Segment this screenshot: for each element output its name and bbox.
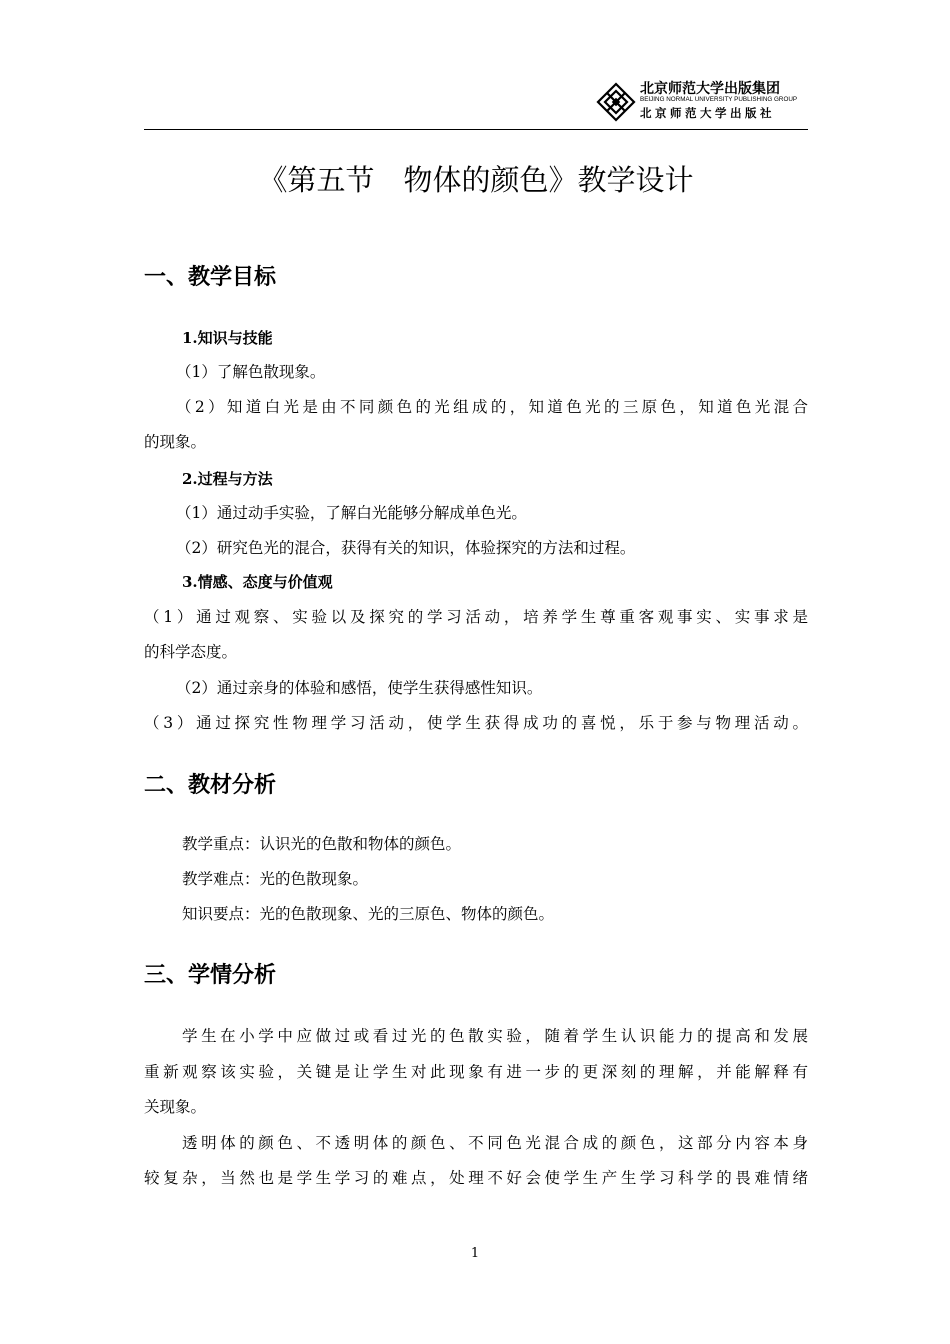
publisher-logo (596, 76, 810, 122)
paragraph-line: （2）研究色光的混合，获得有关的知识，体验探究的方法和过程。 (176, 539, 636, 557)
section-heading-students: 三、学情分析 (144, 963, 277, 988)
paragraph-line: 较复杂，当然也是学生学习的难点，处理不好会使学生产生学习科学的畏难情绪 (144, 1169, 808, 1187)
subheading-knowledge: 1.知识与技能 (182, 329, 273, 347)
subheading-process: 2.过程与方法 (182, 470, 273, 488)
paragraph-line: 关现象。 (144, 1098, 207, 1116)
header-divider (144, 129, 808, 130)
publisher-name-cn: 北京师范大学出版集团 (640, 81, 780, 97)
paragraph-line: 重新观察该实验，关键是让学生对此现象有进一步的更深刻的理解，并能解释有 (144, 1063, 808, 1081)
paragraph-line: 学生在小学中应做过或看过光的色散实验，随着学生认识能力的提高和发展 (182, 1027, 808, 1045)
paragraph-line: 的科学态度。 (144, 643, 238, 661)
paragraph-line: （2）通过亲身的体验和感悟，使学生获得感性知识。 (176, 679, 543, 697)
press-name-cn: 北京师范大学出版社 (640, 106, 775, 120)
document-title: 《第五节 物体的颜色》教学设计 (258, 163, 694, 197)
section-heading-materials: 二、教材分析 (144, 773, 277, 798)
paragraph-line: 教学难点：光的色散现象。 (182, 870, 369, 888)
paragraph-line: （1）通过动手实验，了解白光能够分解成单色光。 (176, 504, 527, 522)
paragraph-line: 教学重点：认识光的色散和物体的颜色。 (182, 835, 462, 853)
publisher-name-en: BEIJING NORMAL UNIVERSITY PUBLISHING GROUP (640, 96, 798, 103)
page-number: 1 (470, 1246, 480, 1261)
subheading-attitude: 3.情感、态度与价值观 (182, 573, 333, 591)
paragraph-line: （2）知道白光是由不同颜色的光组成的，知道色光的三原色，知道色光混合 (176, 398, 808, 416)
diamond-lattice-logo-icon (596, 82, 636, 122)
section-heading-objectives: 一、教学目标 (144, 265, 277, 290)
paragraph-line: 的现象。 (144, 433, 207, 451)
paragraph-line: 知识要点：光的色散现象、光的三原色、物体的颜色。 (182, 905, 555, 923)
paragraph-line: 透明体的颜色、不透明体的颜色、不同色光混合成的颜色，这部分内容本身 (182, 1134, 808, 1152)
paragraph-line: （1）通过观察、实验以及探究的学习活动，培养学生尊重客观事实、实事求是 (144, 608, 808, 626)
paragraph-line: （1）了解色散现象。 (176, 363, 326, 381)
paragraph-line: （3）通过探究性物理学习活动，使学生获得成功的喜悦，乐于参与物理活动。 (144, 714, 808, 732)
